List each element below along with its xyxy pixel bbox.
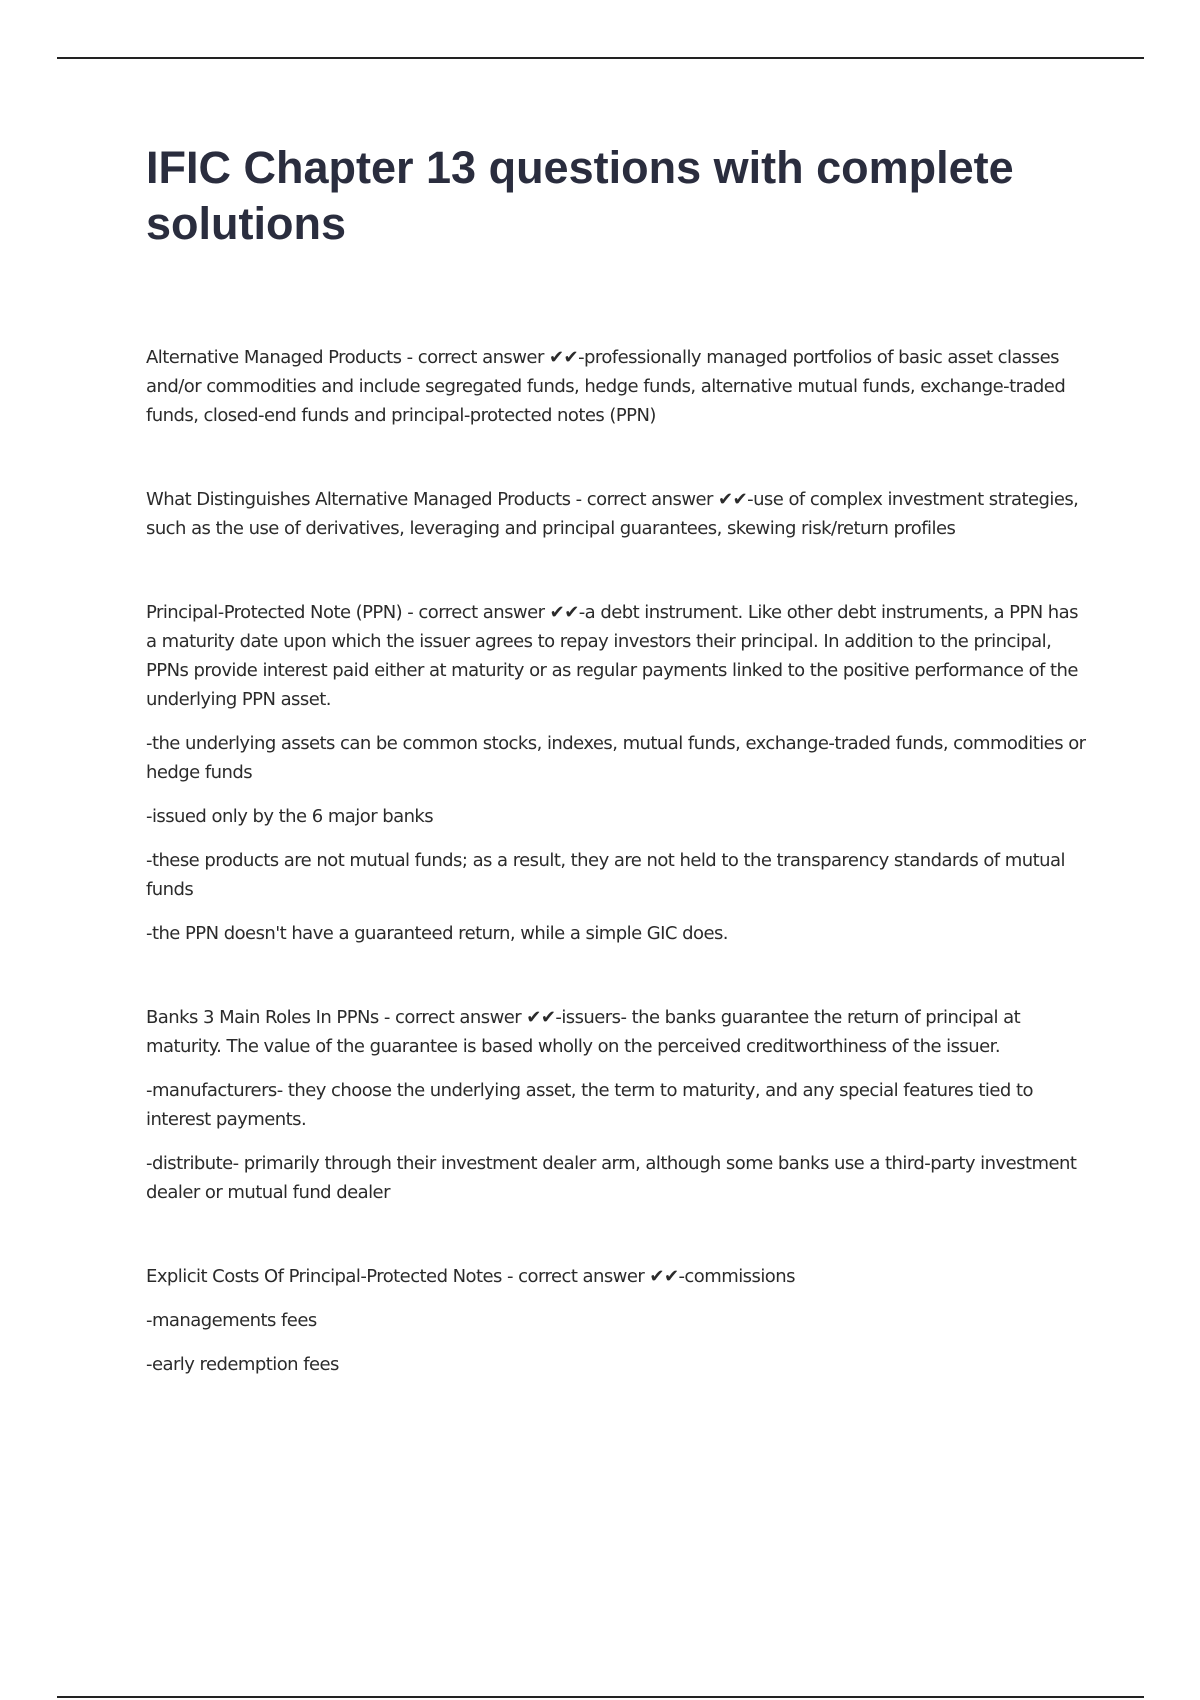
qa-answer: -a debt instrument. Like other debt instruments, a PPN has a maturity date upon which the issuer agrees to repay investors their principal. In addition to the principal, PPNs provide interest paid either at maturity or as regular payments linked to the positive performance of the underlying PPN asset. [146,602,1078,710]
qa-entry [146,1003,1086,1207]
qa-answer-extra: -the underlying assets can be common stocks, indexes, mutual funds, exchange-traded funds, commodities or hedge funds [146,733,1086,783]
double-check-icon: ✔✔ [549,602,579,623]
qa-answer-extra: -early redemption fees [146,1354,339,1375]
bottom-rule [57,1696,1144,1698]
qa-term: What Distinguishes Alternative Managed Products [146,489,571,510]
qa-answer-extra: -these products are not mutual funds; as a result, they are not held to the transparency standards of mutual funds [146,850,1065,900]
double-check-icon: ✔✔ [718,489,748,510]
double-check-icon: ✔✔ [548,347,579,368]
double-check-icon: ✔✔ [649,1266,679,1287]
qa-separator: - correct answer [570,489,719,510]
qa-question-line [146,343,1086,430]
qa-answer-extra: -issued only by the 6 major banks [146,806,434,827]
qa-answer-extra: -distribute- primarily through their investment dealer arm, although some banks use a third-party investment dealer or mutual fund dealer [146,1153,1077,1203]
document-title: IFIC Chapter 13 questions with complete solutions [146,142,1014,249]
qa-entry [146,1262,1086,1379]
qa-separator: - correct answer [402,602,550,623]
qa-question-line [146,1262,1086,1291]
qa-term: Banks 3 Main Roles In PPNs [146,1007,379,1028]
qa-answer-extra: -the PPN doesn't have a guaranteed return, while a simple GIC does. [146,923,728,944]
document-body [146,140,1086,1434]
qa-question-line [146,598,1086,714]
qa-question-line [146,1003,1086,1061]
qa-term: Alternative Managed Products [146,347,402,368]
qa-answer: -commissions [678,1266,795,1287]
qa-separator: - correct answer [401,347,549,368]
double-check-icon: ✔✔ [526,1007,556,1028]
qa-separator: - correct answer [501,1266,650,1287]
qa-answer: -professionally managed portfolios of basic asset classes and/or commodities and include segregated funds, hedge funds, alternative mutual funds, exchange-traded funds, closed-end funds and principal-protected notes (PPN) [146,347,1066,426]
qa-answer: -use of complex investment strategies, such as the use of derivatives, leveraging and principal guarantees, skewing risk/return profiles [146,489,1079,539]
qa-separator: - correct answer [378,1007,527,1028]
qa-term: Principal-Protected Note (PPN) [146,602,403,623]
qa-term: Explicit Costs Of Principal-Protected Notes [146,1266,502,1287]
qa-list [146,343,1086,1379]
qa-question-line [146,485,1086,543]
qa-answer-extra: -managements fees [146,1310,317,1331]
qa-entry [146,485,1086,543]
qa-answer: -issuers- the banks guarantee the return of principal at maturity. The value of the guarantee is based wholly on the perceived creditworthiness of the issuer. [146,1007,1021,1057]
qa-entry [146,343,1086,430]
top-rule [57,57,1144,59]
qa-entry [146,598,1086,948]
qa-answer-extra: -manufacturers- they choose the underlying asset, the term to maturity, and any special features tied to interest payments. [146,1080,1033,1130]
